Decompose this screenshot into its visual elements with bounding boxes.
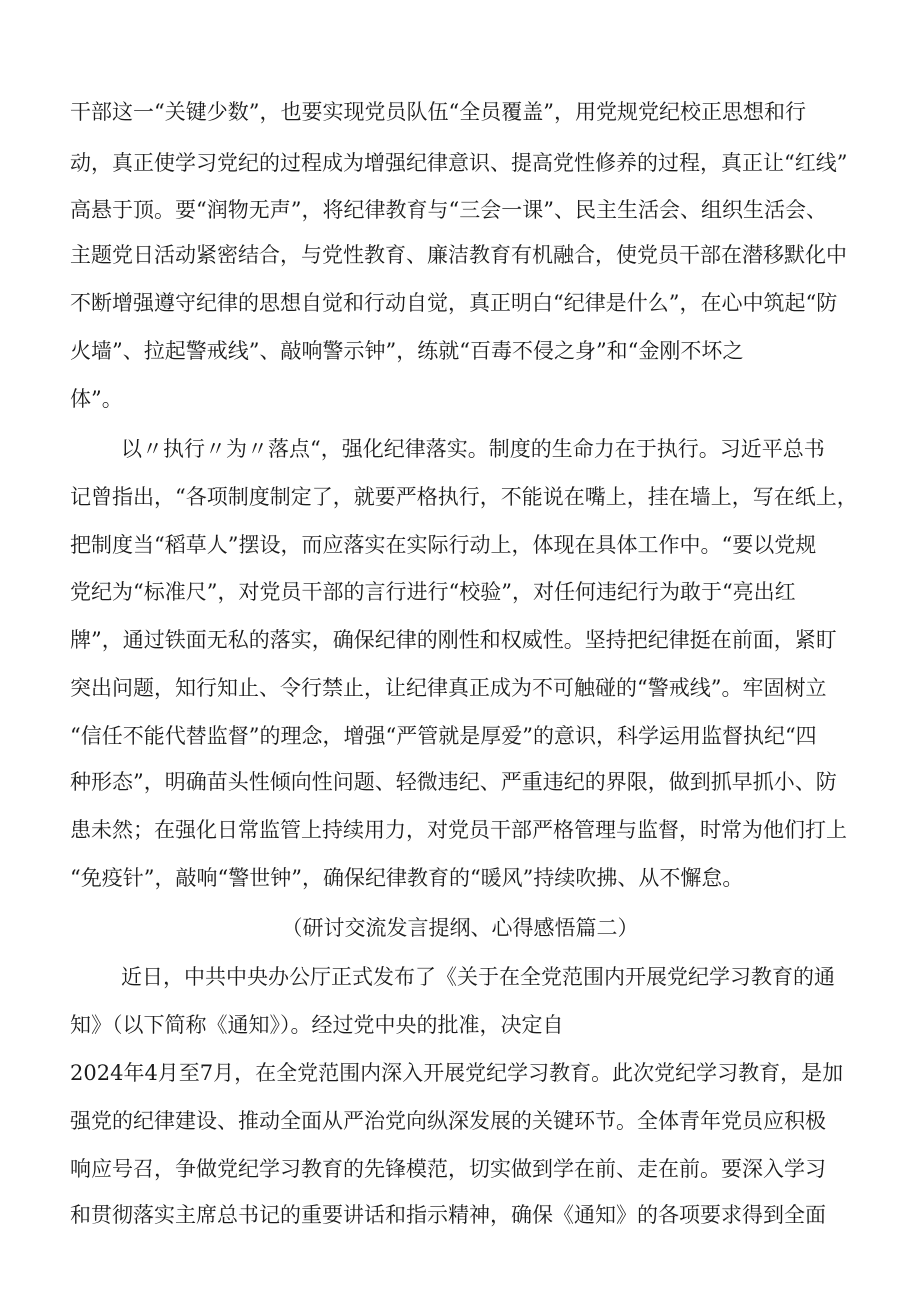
text-line: 记曾指出，“各项制度制定了，就要严格执行，不能说在嘴上，挂在墙上，写在纸上， [70, 485, 858, 509]
text-line: 高悬于顶。要“润物无声”，将纪律教育与“三会一课”、民主生活会、组织生活会、 [70, 198, 827, 222]
text-line: 火墙”、拉起警戒线”、敲响警示钟”，练就“百毒不侵之身”和“金刚不坏之 [70, 339, 744, 363]
text-line: 把制度当“稻草人”摆设，而应落实在实际行动上，体现在具体工作中。“要以党规 [70, 533, 817, 557]
text-line: 体”。 [70, 387, 123, 411]
text-line: 近日，中共中央办公厅正式发布了《关于在全党范围内开展党纪学习教育的通 [121, 965, 835, 989]
text-line: 种形态”，明确苗头性倾向性问题、轻微违纪、严重违纪的界限，做到抓早抓小、防 [70, 770, 837, 794]
text-line: 患未然；在强化日常监管上持续用力，对党员干部严格管理与监督，时常为他们打上 [70, 818, 847, 842]
text-line: 强党的纪律建设、推动全面从严治党向纵深发展的关键环节。全体青年党员应积极 [70, 1109, 826, 1133]
text-line: 以〃执行〃为〃落点“，强化纪律落实。制度的生命力在于执行。习近平总书 [121, 437, 825, 461]
text-line: 不断增强遵守纪律的思想自觉和行动自觉，真正明白“纪律是什么”，在心中筑起“防 [70, 291, 838, 315]
text-line: 主题党日活动紧密结合，与党性教育、廉洁教育有机融合，使党员干部在潜移默化中 [70, 243, 847, 267]
text-line: 党纪为“标准尺”，对党员干部的言行进行“校验”，对任何违纪行为敢于“亮出红 [70, 580, 796, 604]
text-line: 动，真正使学习党纪的过程成为增强纪律意识、提高党性修养的过程，真正让“红线” [70, 151, 848, 175]
text-line: 牌”，通过铁面无私的落实，确保纪律的刚性和权威性。坚持把纪律挺在前面，紧盯 [70, 628, 837, 652]
text-line: 2024年4月至7月，在全党范围内深入开展党纪学习教育。此次党纪学习教育，是加 [70, 1061, 844, 1085]
text-line: 知》（以下简称《通知》）。经过党中央的批准，决定自 [70, 1013, 564, 1037]
text-line: “信任不能代替监督”的理念，增强“严管就是厚爱”的意识，科学运用监督执纪“四 [70, 724, 817, 748]
text-line: 突出问题，知行知止、令行禁止，让纪律真正成为不可触碰的“警戒线”。牢固树立 [70, 676, 827, 700]
text-line: 和贯彻落实主席总书记的重要讲话和指示精神，确保《通知》的各项要求得到全面 [70, 1203, 826, 1227]
text-line: “免疫针”，敲响“警世钟”，确保纪律教育的“暖风”持续吹拂、从不懈怠。 [70, 866, 744, 890]
section-heading: （研讨交流发言提纲、心得感悟篇二） [281, 916, 639, 940]
text-line: 响应号召，争做党纪学习教育的先锋模范，切实做到学在前、走在前。要深入学习 [70, 1157, 826, 1181]
text-line: 干部这一“关键少数”，也要实现党员队伍“全员覆盖”，用党规党纪校正思想和行 [70, 100, 806, 124]
